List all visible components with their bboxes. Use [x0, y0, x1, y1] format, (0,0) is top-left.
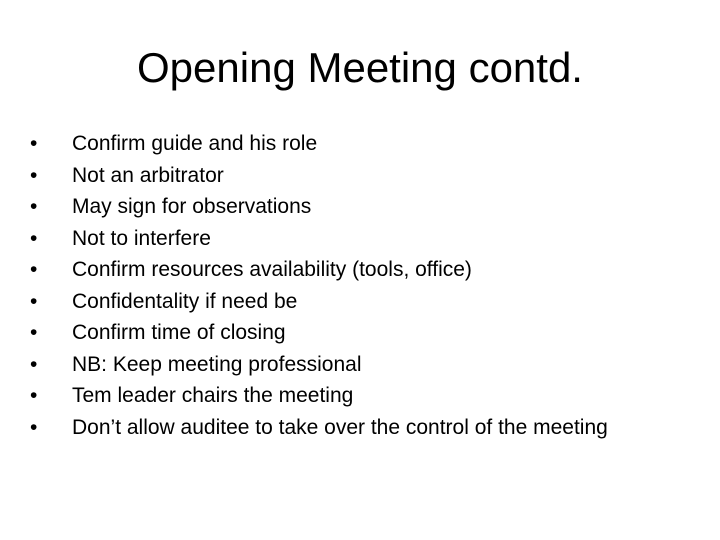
bullet-icon: • — [30, 163, 38, 187]
list-item — [30, 286, 670, 318]
bullet-icon: • — [30, 415, 38, 439]
list-item — [30, 128, 670, 160]
list-item — [30, 223, 670, 255]
bullet-icon: • — [30, 132, 38, 155]
bullet-icon: • — [30, 384, 38, 407]
bullet-text: Confidentality if need be — [72, 289, 298, 313]
bullet-icon: • — [30, 195, 38, 218]
bullet-icon: • — [30, 226, 38, 250]
bullet-text: Confirm resources availability (tools, office) — [72, 258, 472, 281]
list-item — [30, 160, 670, 192]
bullet-icon: • — [30, 321, 38, 344]
bullet-text: Tem leader chairs the meeting — [72, 384, 354, 407]
bullet-text: Not to interfere — [72, 226, 211, 250]
bullet-text: Don’t allow auditee to take over the control of the meeting — [72, 415, 608, 439]
bullet-text: Confirm guide and his role — [72, 132, 318, 155]
bullet-icon: • — [30, 289, 38, 313]
bullet-text: NB: Keep meeting professional — [72, 352, 362, 376]
bullet-icon: • — [30, 258, 38, 281]
slide-title: Opening Meeting contd. — [137, 44, 583, 91]
bullet-text: Not an arbitrator — [72, 163, 224, 187]
bullet-text: Confirm time of closing — [72, 321, 286, 344]
list-item — [30, 317, 670, 349]
list-item — [30, 254, 670, 286]
bullet-icon: • — [30, 352, 38, 376]
list-item — [30, 191, 670, 223]
bullet-text: May sign for observations — [72, 195, 312, 218]
list-item — [30, 412, 670, 444]
list-item — [30, 380, 670, 412]
bullet-list — [30, 128, 670, 443]
list-item — [30, 349, 670, 381]
